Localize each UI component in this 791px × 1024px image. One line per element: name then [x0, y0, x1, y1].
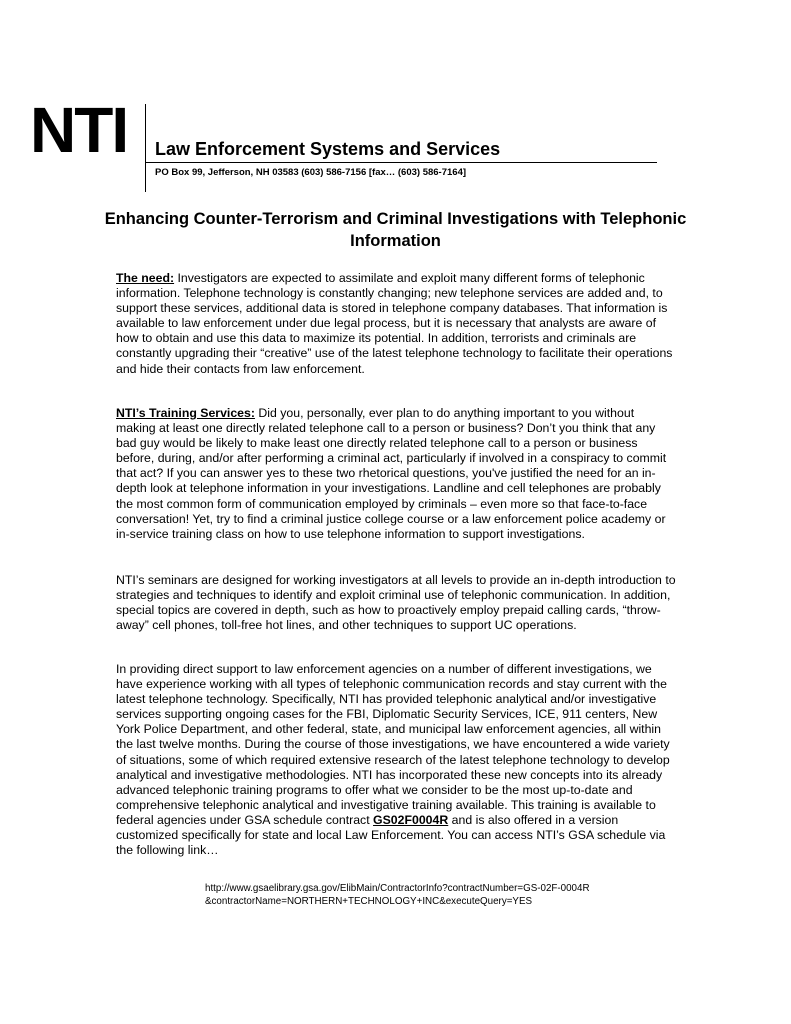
training-paragraph: [116, 406, 676, 542]
need-text: Investigators are expected to assimilate and exploit many different forms of telephonic information. Telephone technology is constantly changing; new telephone services are added and, to support these services, additional data is stored in telephone company databases. That information is available to law enforcement under due legal process, but it is necessary that analysts are aware of how to obtain and use this data to maximize its potential. In addition, terrorists and criminals are constantly upgrading their “creative” use of the latest telephone technology to facilitate their operations and hide their contacts from law enforcement.: [116, 271, 673, 376]
gsa-schedule-link[interactable]: http://www.gsaelibrary.gsa.gov/ElibMain/ContractorInfo?contractNumber=GS-02F-0004R&contractorName=NORTHERN+TECHNOLOGY+INC&executeQuery=YES: [205, 883, 590, 907]
document-title: Enhancing Counter-Terrorism and Criminal Investigations with Telephonic Information: [104, 210, 687, 250]
nti-logo: NTI: [30, 94, 128, 166]
seminars-paragraph: NTI’s seminars are designed for working investigators at all levels to provide an in-depth introduction to strategies and techniques to identify and exploit criminal use of telephonic communication. In addition, special topics are covered in depth, such as how to proactively employ prepaid calling cards, “throw-away” cell phones, toll-free hot lines, and other techniques to support UC operations.: [116, 573, 676, 633]
company-address: PO Box 99, Jefferson, NH 03583 (603) 586-7156 [fax… (603) 586-7164]: [155, 167, 467, 178]
support-text-before: In providing direct support to law enforcement agencies on a number of different investigations, we have experience working with all types of telephonic communication records and stay current with the latest telephone technology. Specifically, NTI has provided telephonic analytical and/or investigative services supporting ongoing cases for the FBI, Diplomatic Security Services, ICE, 911 centers, New York Police Department, and other federal, state, and municipal law enforcement agencies, all within the last twelve months. During the course of those investigations, we have encountered a wide variety of situations, some of which required extensive research of the latest telephone technology to develop analytical and investigative methodologies. NTI has incorporated these new concepts into its already advanced telephonic training programs to offer what we consider to be the most up-to-date and comprehensive telephonic analytical and investigative training available. This training is available to federal agencies under GSA schedule contract: [116, 662, 670, 827]
header-horizontal-rule: [145, 162, 657, 163]
training-label: NTI’s Training Services:: [116, 406, 255, 420]
training-text: Did you, personally, ever plan to do anything important to you without making at least one directly related telephone call to a person or business? Don’t you think that any bad guy would be likely to make least one directly related telephone call to a person or business before, during, and/or after performing a criminal act, particularly if involved in a conspiracy to commit that act? If you can answer yes to these two rhetorical questions, you've justified the need for an in-depth look at telephone information in your investigations. Landline and cell telephones are probably the most common form of communication employed by criminals – even more so that face-to-face conversation! Yet, try to find a criminal justice college course or a law enforcement police academy or in-service training class on how to use telephone information to support investigations.: [116, 406, 667, 541]
gsa-contract-number: GS02F0004R: [373, 812, 449, 827]
need-label: The need:: [116, 271, 175, 285]
support-text-after: and is also offered in a version customized specifically for state and local Law Enforcement. You can access NTI’s GSA schedule via the following link…: [116, 812, 666, 858]
need-paragraph: [116, 271, 676, 377]
support-paragraph: [116, 662, 676, 858]
company-name: Law Enforcement Systems and Services: [155, 139, 501, 159]
header-vertical-rule: [145, 104, 146, 192]
